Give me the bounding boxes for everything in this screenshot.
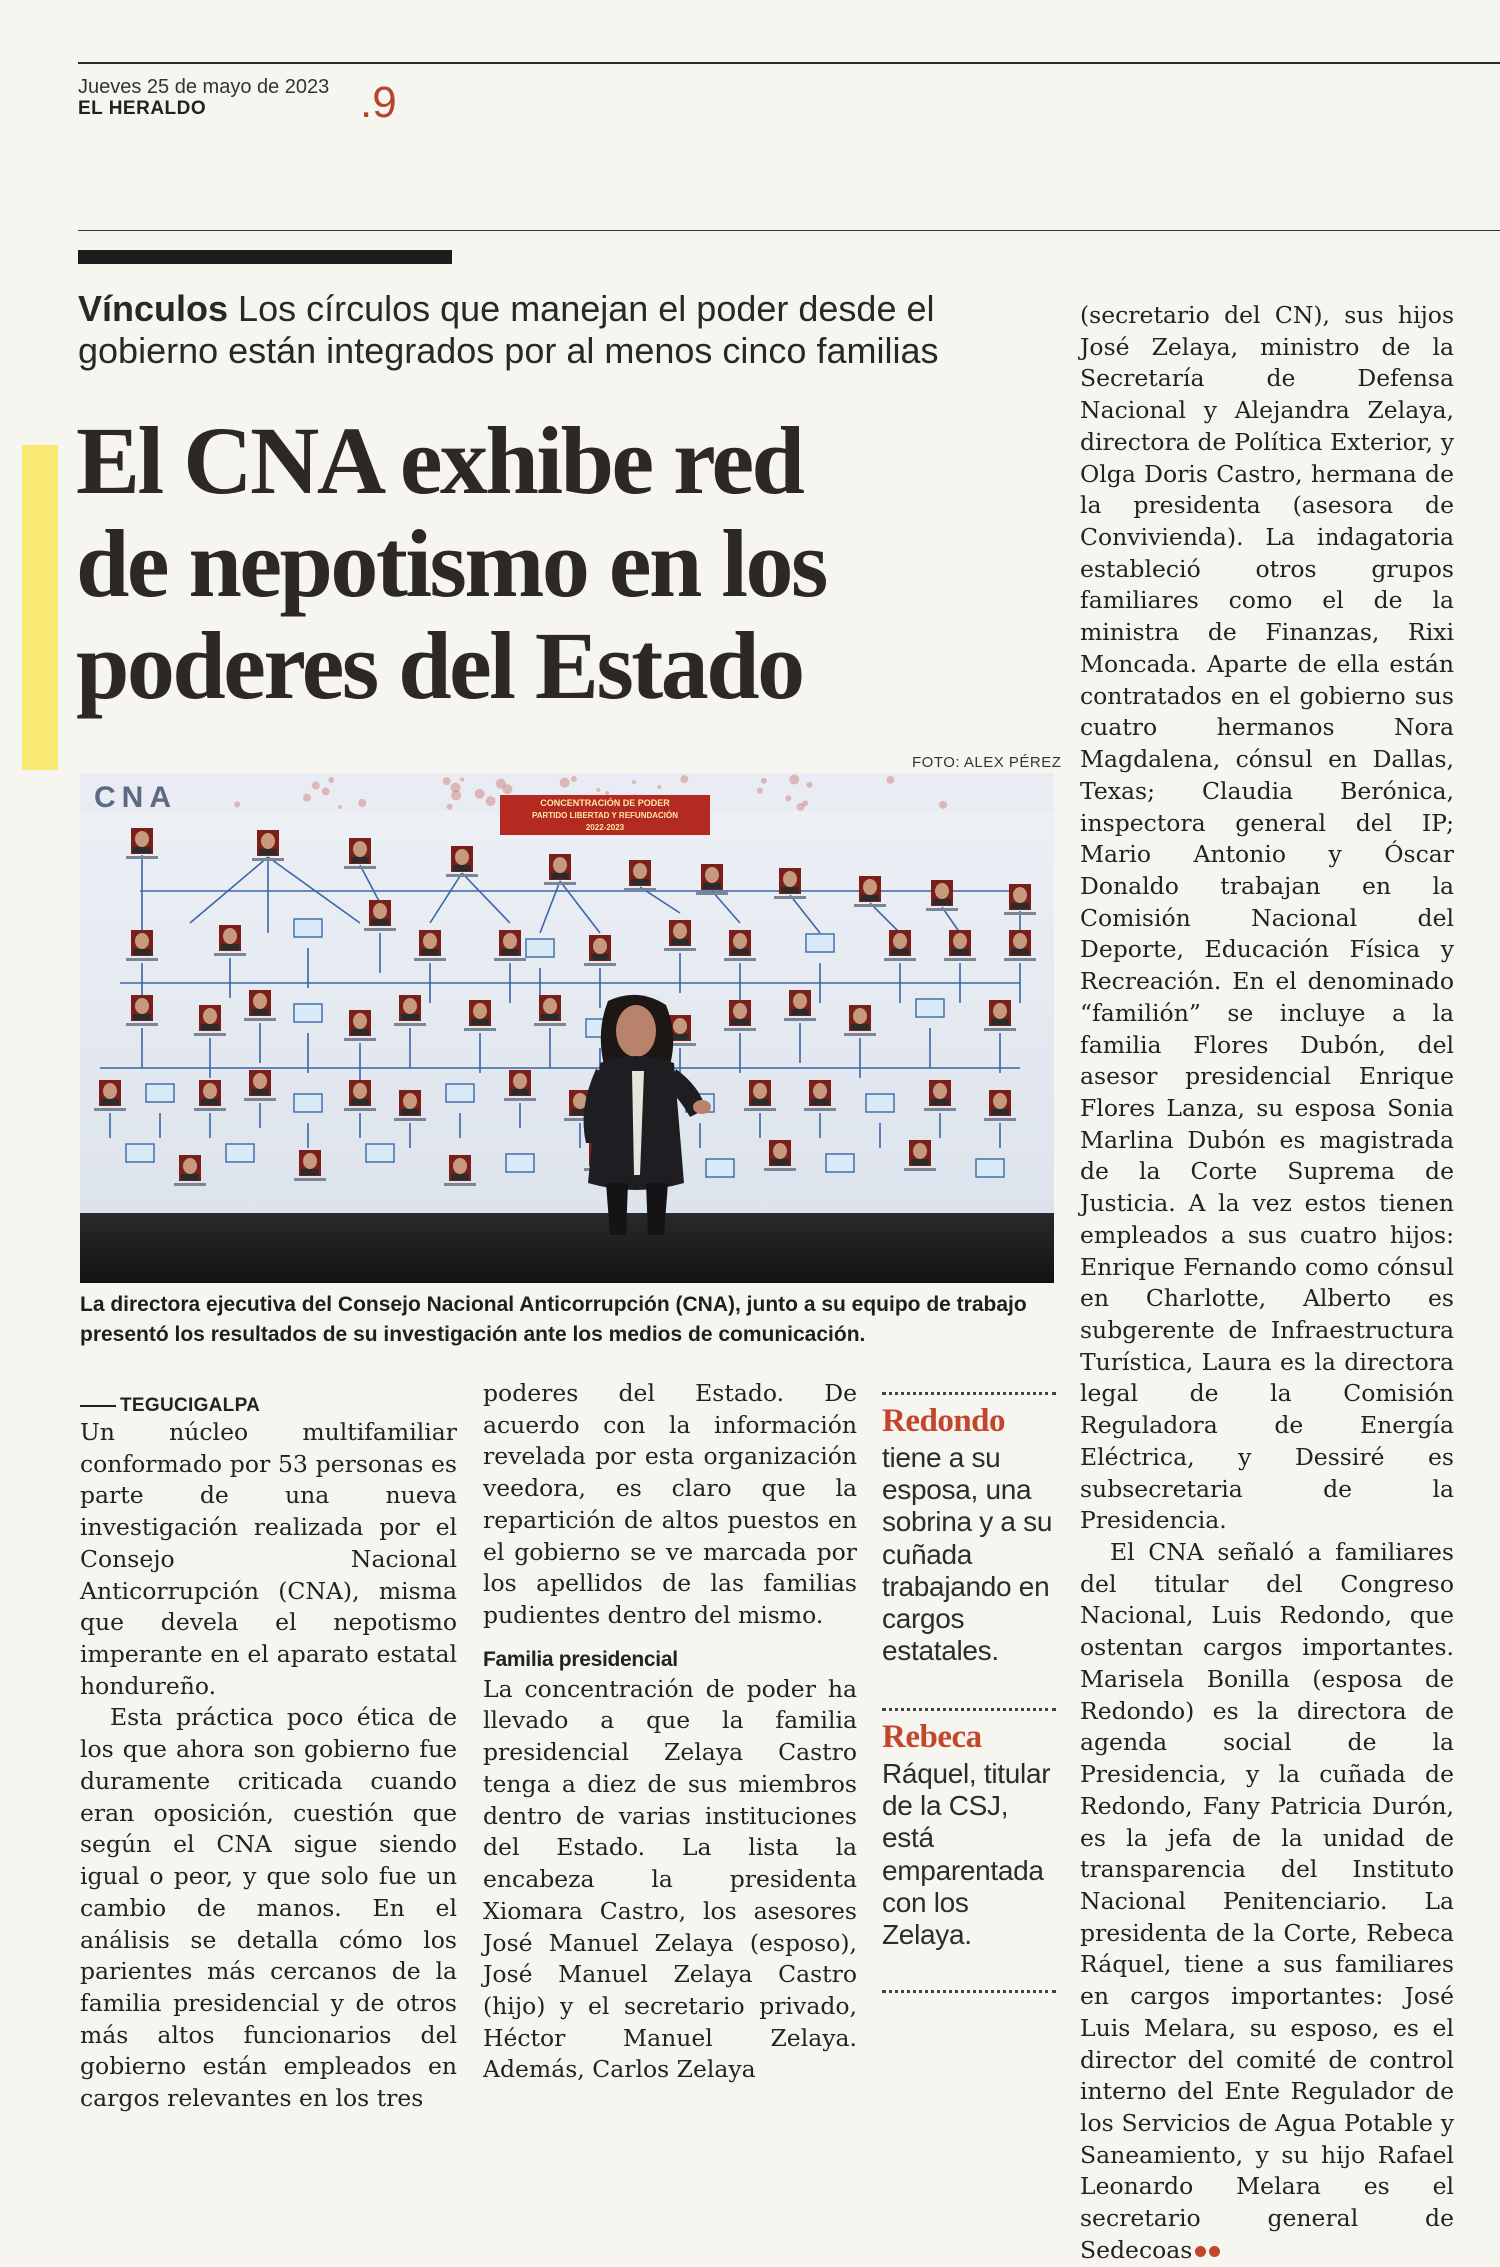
vignette-speck xyxy=(761,778,767,784)
portrait-body xyxy=(791,1009,809,1015)
portrait-face xyxy=(733,933,747,949)
portrait-caption xyxy=(664,948,696,951)
portrait-face xyxy=(773,1143,787,1159)
portrait-body xyxy=(351,857,369,863)
portrait-caption xyxy=(1004,912,1036,915)
newspaper-name: EL HERALDO xyxy=(78,98,207,119)
portrait-caption xyxy=(414,958,446,961)
portrait-caption xyxy=(844,1033,876,1036)
vignette-speck xyxy=(328,777,334,783)
portrait-body xyxy=(371,919,389,925)
portrait-face xyxy=(813,1083,827,1099)
dateline-rule xyxy=(80,1405,116,1407)
dateline-text: TEGUCIGALPA xyxy=(120,1395,261,1416)
portrait-caption xyxy=(724,1028,756,1031)
portrait-body xyxy=(133,949,151,955)
vignette-speck xyxy=(475,789,485,799)
portrait-face xyxy=(353,1013,367,1029)
vignette-speck xyxy=(358,799,366,807)
portrait-body xyxy=(991,1019,1009,1025)
portrait-face xyxy=(753,1083,767,1099)
dotted-rule xyxy=(882,1708,1056,1711)
top-rule xyxy=(78,62,1500,64)
portrait-body xyxy=(671,939,689,945)
portrait-caption xyxy=(344,1038,376,1041)
portrait-body xyxy=(951,949,969,955)
portrait-body xyxy=(541,1014,559,1020)
chart-title-line: PARTIDO LIBERTAD Y REFUNDACIÓN xyxy=(531,811,679,820)
highlighter-mark xyxy=(22,445,58,770)
chart-title-line: CONCENTRACIÓN DE PODER xyxy=(540,798,670,808)
portrait-face xyxy=(403,1093,417,1109)
paragraph: Un núcleo multifamiliar conformado por 53 personas es parte de una nueva investigación realizada por el Consejo Nacional Anticorrupción (CNA), misma que devela el nepotismo imperante en el aparato estatal hondureño. xyxy=(80,1418,457,1700)
vignette-speck xyxy=(312,782,320,790)
portrait-body xyxy=(861,895,879,901)
vignette-speck xyxy=(460,777,464,781)
pullquote-rebeca xyxy=(882,1708,1056,1951)
portrait-body xyxy=(201,1099,219,1105)
press-conference-photo xyxy=(80,773,1054,1283)
portrait-face xyxy=(203,1083,217,1099)
vignette-speck xyxy=(939,801,947,809)
headline-line: El CNA exhibe red xyxy=(76,407,803,514)
portrait-face xyxy=(353,1083,367,1099)
section-rule xyxy=(78,230,1500,231)
portrait-face xyxy=(473,1003,487,1019)
portrait-caption xyxy=(126,1023,158,1026)
portrait-face xyxy=(913,1143,927,1159)
portrait-body xyxy=(703,883,721,889)
portrait-body xyxy=(453,865,471,871)
institution-box xyxy=(506,1154,534,1172)
portrait-caption xyxy=(194,1033,226,1036)
dotted-rule xyxy=(882,1990,1056,1993)
kicker-text: Los círculos que manejan el poder desde el gobierno están integrados por al menos cinco familias xyxy=(78,288,939,372)
portrait-body xyxy=(811,1099,829,1105)
portrait-caption xyxy=(394,1118,426,1121)
pullquote-name: Redondo xyxy=(882,1403,1006,1439)
portrait-face xyxy=(135,933,149,949)
portrait-body xyxy=(133,1014,151,1020)
portrait-body xyxy=(551,873,569,879)
portrait-caption xyxy=(764,1168,796,1171)
vignette-speck xyxy=(596,788,600,792)
vignette-speck xyxy=(680,775,688,783)
vignette-speck xyxy=(605,791,609,795)
portrait-body xyxy=(931,1099,949,1105)
portrait-caption xyxy=(854,904,886,907)
institution-box xyxy=(866,1094,894,1112)
end-mark xyxy=(1192,2236,1220,2264)
paragraph: poderes del Estado. De acuerdo con la información revelada por esta organización veedora, es claro que la repartición de altos puestos en el gobierno se ve marcada por los apellidos de las familias pudientes dentro del mismo. xyxy=(483,1379,857,1630)
portrait-face xyxy=(953,933,967,949)
portrait-caption xyxy=(344,866,376,869)
portrait-face xyxy=(203,1008,217,1024)
paragraph xyxy=(1080,1537,1454,2267)
paragraph: La concentración de poder ha llevado a que la familia presidencial Zelaya Castro tenga a diez de sus miembros dentro de varias instituciones del Estado. La lista la encabeza la presidenta Xiomara Castro, los asesores José Manuel Zelaya (esposo), José Manuel Zelaya Castro (hijo) y el secretario privado, Héctor Manuel Zelaya. Además, Carlos Zelaya xyxy=(483,1674,857,2084)
vignette-speck xyxy=(632,780,636,784)
portrait-body xyxy=(731,1019,749,1025)
vignette-speck xyxy=(560,778,570,788)
portrait-face xyxy=(673,1018,687,1034)
portrait-face xyxy=(733,1003,747,1019)
pullquote-text: tiene a su esposa, una sobrina y a su cuñada trabajando en cargos estatales. xyxy=(882,1442,1053,1667)
institution-box xyxy=(126,1144,154,1162)
portrait-caption xyxy=(126,856,158,859)
photo-illustration xyxy=(80,773,1054,1283)
institution-box xyxy=(826,1154,854,1172)
portrait-caption xyxy=(544,882,576,885)
portrait-body xyxy=(991,1109,1009,1115)
portrait-caption xyxy=(446,874,478,877)
portrait-face xyxy=(893,933,907,949)
portrait-caption xyxy=(744,1108,776,1111)
portrait-caption xyxy=(244,1018,276,1021)
portrait-caption xyxy=(344,1108,376,1111)
portrait-face xyxy=(633,863,647,879)
portrait-caption xyxy=(904,1168,936,1171)
portrait-face xyxy=(593,938,607,954)
portrait-face xyxy=(705,867,719,883)
portrait-face xyxy=(223,928,237,944)
institution-box xyxy=(366,1144,394,1162)
portrait-caption xyxy=(394,1023,426,1026)
end-dot xyxy=(1195,2246,1206,2257)
portrait-body xyxy=(181,1174,199,1180)
portrait-body xyxy=(511,1089,529,1095)
portrait-face xyxy=(993,1093,1007,1109)
vignette-speck xyxy=(797,803,805,811)
portrait-body xyxy=(933,899,951,905)
portrait-body xyxy=(731,949,749,955)
portrait-caption xyxy=(924,1108,956,1111)
portrait-body xyxy=(851,1024,869,1030)
vignette-speck xyxy=(503,784,513,794)
institution-box xyxy=(706,1159,734,1177)
portrait-body xyxy=(401,1109,419,1115)
vignette-speck xyxy=(443,777,451,785)
portrait-body xyxy=(259,849,277,855)
vignette-speck xyxy=(322,787,330,795)
portrait-caption xyxy=(944,958,976,961)
portrait-face xyxy=(455,849,469,865)
portrait-caption xyxy=(926,908,958,911)
portrait-face xyxy=(543,998,557,1014)
portrait-face xyxy=(783,871,797,887)
portrait-caption xyxy=(774,896,806,899)
portrait-caption xyxy=(804,1108,836,1111)
portrait-face xyxy=(935,883,949,899)
portrait-body xyxy=(221,944,239,950)
portrait-caption xyxy=(94,1108,126,1111)
vignette-speck xyxy=(757,788,763,794)
portrait-face xyxy=(373,903,387,919)
portrait-body xyxy=(501,949,519,955)
portrait-body xyxy=(351,1099,369,1105)
portrait-body xyxy=(251,1089,269,1095)
pullquote-redondo xyxy=(882,1392,1056,1667)
portrait-caption xyxy=(724,958,756,961)
institution-box xyxy=(806,934,834,952)
issue-date: Jueves 25 de mayo de 2023 xyxy=(78,76,330,98)
portrait-body xyxy=(591,954,609,960)
cna-logo: CNA xyxy=(94,781,177,814)
portrait-face xyxy=(553,857,567,873)
portrait-body xyxy=(751,1099,769,1105)
portrait-face xyxy=(793,993,807,1009)
paragraph: (secretario del CN), sus hijos José Zelaya, ministro de la Secretaría de Defensa Nacional y Alejandra Zelaya, directora de Política Exterior, y Olga Doris Castro, hermana de la presidenta (asesora de Convivienda). La indagatoria estableció otros grupos familiares como el de la ministra de Finanzas, Rixi Moncada. Aparte de ella están contratados en el gobierno sus cuatro hermanos Nora Magdalena, cónsul en Dallas, Texas; Claudia Berónica, inspectora general del IP; Mario Antonio y Óscar Donaldo trabajan en la Comisión Nacional del Deporte, Educación Física y Recreación. En el denominado “familión” se incluye a la familia Flores Dubón, del asesor presidencial Enrique Flores Lanza, su esposa Sonia Marlina Dubón es magistrada de la Corte Suprema de Justicia. A la vez estos tienen empleados a sus cuatro hijos: Enrique Fernando como cónsul en Charlotte, Alberto es subgerente de Infraestructura Turística, Laura es la directora legal de la Comisión Reguladora de Energía Eléctrica, y Dessiré es subsecretaria de la Presidencia. xyxy=(1080,301,1454,1535)
portrait-body xyxy=(891,949,909,955)
body-column-2 xyxy=(483,1378,857,2086)
end-dot xyxy=(1209,2246,1220,2257)
institution-box xyxy=(294,1004,322,1022)
portrait-caption xyxy=(364,928,396,931)
vignette-speck xyxy=(571,776,577,782)
vignette-speck xyxy=(303,794,311,802)
institution-box xyxy=(226,1144,254,1162)
page-number: .9 xyxy=(360,78,397,127)
vignette-speck xyxy=(486,796,496,806)
portrait-caption xyxy=(444,1183,476,1186)
photo-caption: La directora ejecutiva del Consejo Nacional Anticorrupción (CNA), junto a su equipo de trabajo presentó los resultados de su investigación ante los medios de comunicación. xyxy=(80,1293,1027,1346)
photo-credit: FOTO: ALEX PÉREZ xyxy=(912,754,1062,771)
portrait-body xyxy=(351,1029,369,1035)
portrait-caption xyxy=(624,888,656,891)
portrait-face xyxy=(303,1153,317,1169)
portrait-caption xyxy=(784,1018,816,1021)
portrait-body xyxy=(101,1099,119,1105)
portrait-caption xyxy=(534,1023,566,1026)
vignette-speck xyxy=(447,804,453,810)
portrait-body xyxy=(781,887,799,893)
paragraph: Esta práctica poco ética de los que ahora son gobierno fue duramente criticada cuando eran oposición, cuestión que según el CNA sigue siendo igual o peor, y que solo fue un cambio de manos. En el análisis se detalla cómo los parientes más cercanos de la familia presidencial y de otros más altos funcionarios del gobierno están empleados en cargos relevantes en los tres xyxy=(80,1703,457,2113)
portrait-body xyxy=(1011,949,1029,955)
portrait-caption xyxy=(294,1178,326,1181)
institution-box xyxy=(446,1084,474,1102)
section-bar xyxy=(78,250,452,264)
vignette-speck xyxy=(806,782,812,788)
portrait-body xyxy=(911,1159,929,1165)
portrait-face xyxy=(353,841,367,857)
vignette-speck xyxy=(338,805,342,809)
vignette-speck xyxy=(785,795,791,801)
portrait-face xyxy=(503,933,517,949)
headline-line: de nepotismo en los xyxy=(76,509,826,617)
stage-floor xyxy=(80,1213,1054,1283)
portrait-body xyxy=(771,1159,789,1165)
paragraph-text: El CNA señaló a familiares del titular del Congreso Nacional, Luis Redondo, que ostentan cargos importantes. Marisela Bonilla (esposa de Redondo) es la directora de agenda social de la Presidencia, y la cuñada de Redondo, Fany Patricia Durón, es la jefa de la unidad de transparencia del Instituto Nacional Penitenciario. La presidenta de la Corte, Rebeca Ráquel, tiene a sus familiares en cargos importantes: José Luis Melara, su esposo, es el director del comité de control interno del Ente Regulador de los Servicios de Agua Potable y Saneamiento, y su hijo Rafael Leonardo Melara es el secretario general de Sedecoas xyxy=(1080,1538,1454,2264)
portrait-face xyxy=(993,1003,1007,1019)
portrait-face xyxy=(1013,887,1027,903)
chart-title-line: 2022-2023 xyxy=(585,823,625,832)
portrait-body xyxy=(631,879,649,885)
headline-line: poderes del Estado xyxy=(76,612,803,720)
portrait-caption xyxy=(126,958,158,961)
headline xyxy=(76,407,1056,720)
vignette-speck xyxy=(886,776,894,784)
kicker-label: Vínculos xyxy=(78,288,229,329)
portrait-body xyxy=(201,1024,219,1030)
portrait-body xyxy=(421,949,439,955)
portrait-face xyxy=(183,1158,197,1174)
vignette-speck xyxy=(657,785,661,789)
dateline xyxy=(80,1395,457,1417)
portrait-caption xyxy=(884,958,916,961)
institution-box xyxy=(294,919,322,937)
portrait-body xyxy=(301,1169,319,1175)
portrait-face xyxy=(423,933,437,949)
portrait-caption xyxy=(584,963,616,966)
portrait-caption xyxy=(244,1098,276,1101)
portrait-face xyxy=(1013,933,1027,949)
institution-box xyxy=(294,1094,322,1112)
portrait-caption xyxy=(252,858,284,861)
portrait-face xyxy=(403,998,417,1014)
portrait-body xyxy=(471,1019,489,1025)
kicker xyxy=(78,288,1038,373)
portrait-caption xyxy=(174,1183,206,1186)
portrait-face xyxy=(261,833,275,849)
portrait-face xyxy=(135,831,149,847)
portrait-caption xyxy=(984,1118,1016,1121)
portrait-body xyxy=(671,1034,689,1040)
portrait-body xyxy=(133,847,151,853)
portrait-body xyxy=(1011,903,1029,909)
portrait-caption xyxy=(464,1028,496,1031)
portrait-caption xyxy=(696,892,728,895)
portrait-face xyxy=(253,1073,267,1089)
portrait-face xyxy=(103,1083,117,1099)
portrait-face xyxy=(673,923,687,939)
portrait-face xyxy=(253,993,267,1009)
portrait-face xyxy=(863,879,877,895)
portrait-face xyxy=(135,998,149,1014)
portrait-face xyxy=(933,1083,947,1099)
pullquote-name: Rebeca xyxy=(882,1719,982,1755)
portrait-body xyxy=(401,1014,419,1020)
subheading: Familia presidencial xyxy=(483,1647,678,1671)
portrait-caption xyxy=(214,953,246,956)
portrait-caption xyxy=(1004,958,1036,961)
portrait-face xyxy=(853,1008,867,1024)
institution-box xyxy=(146,1084,174,1102)
portrait-body xyxy=(251,1009,269,1015)
institution-box xyxy=(916,999,944,1017)
portrait-face xyxy=(453,1158,467,1174)
vignette-speck xyxy=(789,775,799,785)
dotted-rule xyxy=(882,1392,1056,1395)
portrait-body xyxy=(451,1174,469,1180)
portrait-caption xyxy=(504,1098,536,1101)
body-column-1 xyxy=(80,1395,457,2115)
vignette-speck xyxy=(451,783,461,793)
portrait-caption xyxy=(984,1028,1016,1031)
portrait-caption xyxy=(194,1108,226,1111)
portrait-face xyxy=(513,1073,527,1089)
pullquote-text: Ráquel, titular de la CSJ, está emparentada con los Zelaya. xyxy=(882,1758,1051,1950)
institution-box xyxy=(526,939,554,957)
institution-box xyxy=(976,1159,1004,1177)
vignette-speck xyxy=(234,801,240,807)
portrait-caption xyxy=(494,958,526,961)
body-column-3 xyxy=(1080,300,1454,2267)
